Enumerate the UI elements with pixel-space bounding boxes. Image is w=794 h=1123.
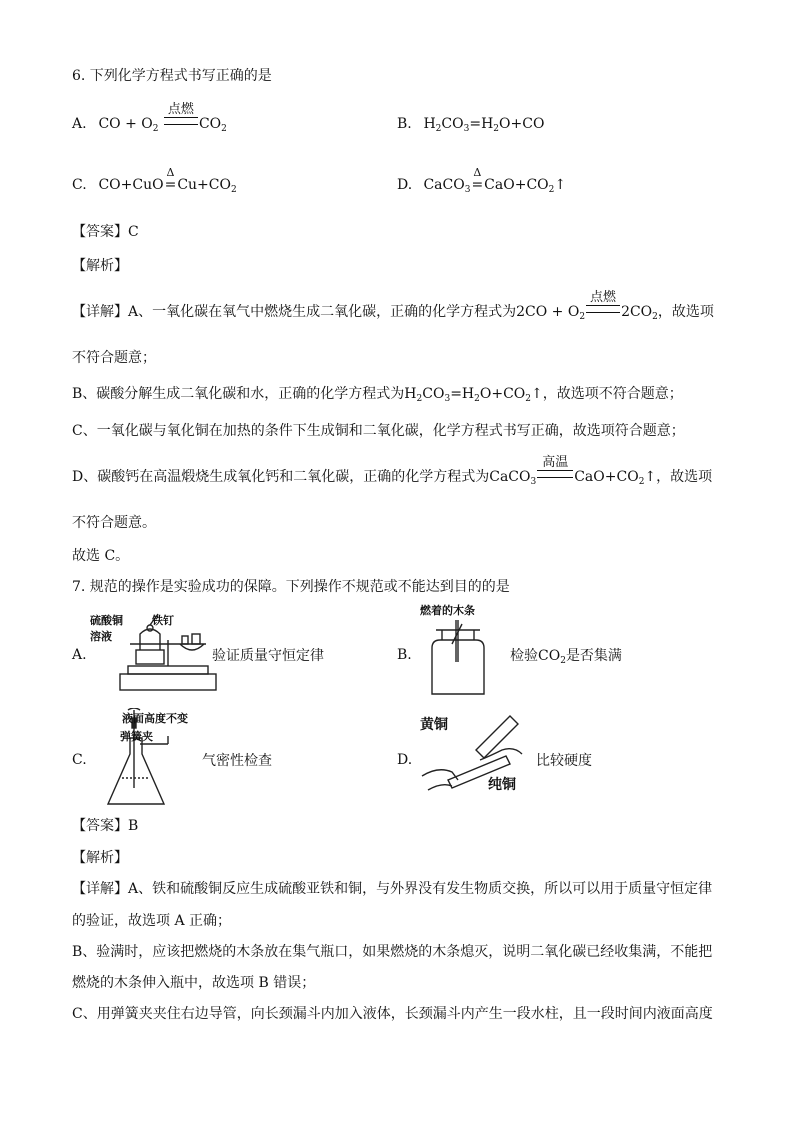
heat-symbol: Δ xyxy=(473,166,482,179)
q6-option-c: C. CO+CuO Δ $=Cu+CO_2$ xyxy=(72,175,237,200)
heat-symbol: Δ xyxy=(166,166,175,179)
q6-stem: 6. 下列化学方程式书写正确的是 xyxy=(72,68,272,84)
q7-detail-a-1: 【详解】A、铁和硫酸铜反应生成硫酸亚铁和铜，与外界没有发生物质交换，所以可以用于质量守恒定律 xyxy=(72,881,713,897)
q6-detail-a: 【详解】A、一氧化碳在氧气中燃烧生成二氧化碳，正确的化学方程式为$2CO + O_2$ 点燃 $2CO_2$，故选项 xyxy=(72,290,714,322)
q7-stem: 7. 规范的操作是实验成功的保障。下列操作不规范或不能达到目的的是 xyxy=(72,579,510,595)
q7-option-d-caption: 比较硬度 xyxy=(536,753,592,769)
q6-option-b: B. $H_2CO_3=H_2O+CO$ xyxy=(397,116,545,134)
spring-clip-label: 弹簧夹 xyxy=(120,730,153,743)
q6-answer: 【答案】C xyxy=(72,224,139,240)
brass-label: 黄铜 xyxy=(420,717,448,733)
copper-sulfate-label: 硫酸铜 xyxy=(90,614,123,627)
burning-stick-label: 燃着的木条 xyxy=(420,604,475,617)
q7-option-b-letter: B. xyxy=(397,647,412,663)
q6-detail-b: B、碳酸分解生成二氧化碳和水，正确的化学方程式为$H_2CO_3=H_2O+CO_2↑$，故选项不符合题意； xyxy=(72,386,683,404)
q7-option-c-letter: C. xyxy=(72,752,87,768)
q7-option-a-caption: 验证质量守恒定律 xyxy=(212,648,324,664)
q6-detail-a-cont: 不符合题意； xyxy=(72,350,156,366)
q6-detail-d: D、碳酸钙在高温煅烧生成氧化钙和二氧化碳，正确的化学方程式为CaCO$_3$ 高温 $CaO+CO_2↑$，故选项 xyxy=(72,455,713,487)
q7-option-b-caption: 检验$CO_2$是否集满 xyxy=(510,648,622,666)
q7-detail-b-2: 燃烧的木条伸入瓶中，故选项 B 错误； xyxy=(72,975,316,991)
q7-option-c-caption: 气密性检查 xyxy=(202,753,272,769)
q6-analysis-heading: 【解析】 xyxy=(72,258,128,274)
pure-copper-label: 纯铜 xyxy=(488,777,516,793)
q6-option-a: A. CO + $O_2$ 点燃 $CO_2$ xyxy=(72,102,227,134)
solution-label: 溶液 xyxy=(90,630,112,643)
gas-bottle-figure xyxy=(418,600,508,700)
reaction-condition: 点燃 xyxy=(167,102,194,117)
q7-detail-b-1: B、验满时，应该把燃烧的木条放在集气瓶口，如果燃烧的木条熄灭，说明二氧化碳已经收集满，不能把 xyxy=(72,944,713,960)
q6-detail-c: C、一氧化碳与氧化铜在加热的条件下生成铜和二氧化碳，化学方程式书写正确，故选项符合题意； xyxy=(72,423,685,439)
liquid-level-label: 液面高度不变 xyxy=(122,712,188,725)
q6-conclusion: 故选 C。 xyxy=(72,548,130,564)
q6-option-d: D. CaCO$_3$ Δ $=CaO+CO_2↑$ xyxy=(397,175,566,200)
q7-option-d-letter: D. xyxy=(397,752,413,768)
q7-answer: 【答案】B xyxy=(72,818,139,834)
q7-detail-a-2: 的验证，故选项 A 正确； xyxy=(72,913,232,929)
iron-nail-label: 铁钉 xyxy=(152,614,174,627)
hardness-test-figure xyxy=(418,710,536,802)
q7-analysis-heading: 【解析】 xyxy=(72,850,128,866)
balance-scale-figure xyxy=(90,610,230,696)
flask-figure xyxy=(92,708,202,808)
q7-option-a-letter: A. xyxy=(72,647,87,663)
q6-detail-d-cont: 不符合题意。 xyxy=(72,515,156,531)
q7-detail-c-1: C、用弹簧夹夹住右边导管，向长颈漏斗内加入液体，长颈漏斗内产生一段水柱，且一段时间内液面高度 xyxy=(72,1006,713,1022)
